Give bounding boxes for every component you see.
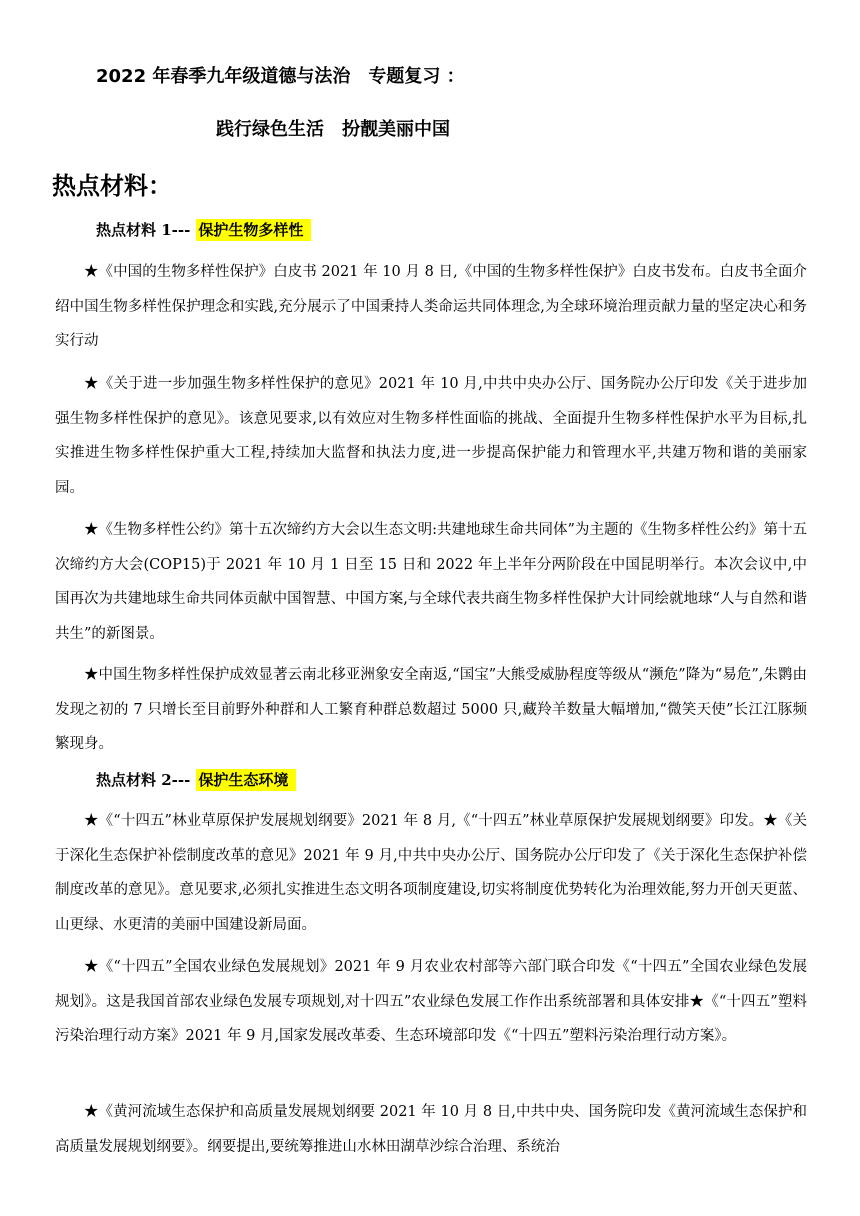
material-topic-highlight: 保护生物多样性: [196, 219, 311, 241]
document-subtitle: 践行绿色生活 扮靓美丽中国: [216, 119, 450, 140]
paragraph: ★中国生物多样性保护成效显著云南北移亚洲象安全南返,“国宝”大熊受威胁程度等级从“濒危”降为“易危”,朱鹮由发现之初的 7 只增长至目前野外种群和人工繁育种群总数超过 5000 只,藏羚羊数量大幅增加,“微笑天使”长江江豚频繁现身。: [55, 667, 807, 752]
document-title: 2022 年春季九年级道德与法治 专题复习 ：: [96, 66, 465, 87]
paragraph: ★《“十四五”林业草原保护发展规划纲要》2021 年 8 月,《“十四五”林业草原保护发展规划纲要》印发。★《关于深化生态保护补偿制度改革的意见》2021 年 9 月,中共中央办公厅、国务院办公厅印发了《关于深化生态保护补偿制度改革的意见》。意见要求,必须扎实推进生态文明各项制度建设,切实将制度优势转化为治理效能,努力开创天更蓝、山更绿、水更清的美丽中国建设新局面。: [55, 813, 807, 933]
material-2-heading: [96, 769, 296, 791]
material-label: 热点材料 2---: [96, 771, 191, 789]
paragraph: ★《“十四五”全国农业绿色发展规划》2021 年 9 月农业农村部等六部门联合印发《“十四五”全国农业绿色发展规划》。这是我国首部农业绿色发展专项规划,对十四五”农业绿色发展工作作出系统部署和具体安排★《“十四五”塑料污染治理行动方案》2021 年 9 月,国家发展改革委、生态环境部印发《“十四五”塑料污染治理行动方案》。: [55, 959, 807, 1044]
material-topic-highlight: 保护生态环境: [196, 769, 296, 791]
paragraph: ★《生物多样性公约》第十五次缔约方大会以生态文明:共建地球生命共同体”为主题的《生物多样性公约》第十五次缔约方大会(COP15)于 2021 年 10 月 1 日至 15 日和 2022 年上半年分两阶段在中国昆明举行。本次会议中,中国再次为共建地球生命共同体贡献中国智慧、中国方案,与全球代表共商生物多样性保护大计同绘就地球“人与自然和谐共生”的新图景。: [55, 522, 807, 642]
paragraph: ★《黄河流域生态保护和高质量发展规划纲要 2021 年 10 月 8 日,中共中央、国务院印发《黄河流域生态保护和高质量发展规划纲要》。纲要提出,要统筹推进山水林田湖草沙综合治理、系统治: [55, 1104, 807, 1155]
paragraph: ★《关于进一步加强生物多样性保护的意见》2021 年 10 月,中共中央办公厅、国务院办公厅印发《关于进步加强生物多样性保护的意见》。该意见要求,以有效应对生物多样性面临的挑战、全面提升生物多样性保护水平为目标,扎实推进生物多样性保护重大工程,持续加大监督和执法力度,进一步提高保护能力和管理水平,共建万物和谐的美丽家园。: [55, 376, 807, 496]
paragraph: ★《中国的生物多样性保护》白皮书 2021 年 10 月 8 日,《中国的生物多样性保护》白皮书发布。白皮书全面介绍中国生物多样性保护理念和实践,充分展示了中国秉持人类命运共同体理念,为全球环境治理贡献力量的坚定决心和务实行动: [55, 264, 807, 349]
material-label: 热点材料 1---: [96, 221, 191, 239]
section-heading: 热点材料：: [52, 172, 172, 200]
material-1-heading: [96, 219, 311, 241]
